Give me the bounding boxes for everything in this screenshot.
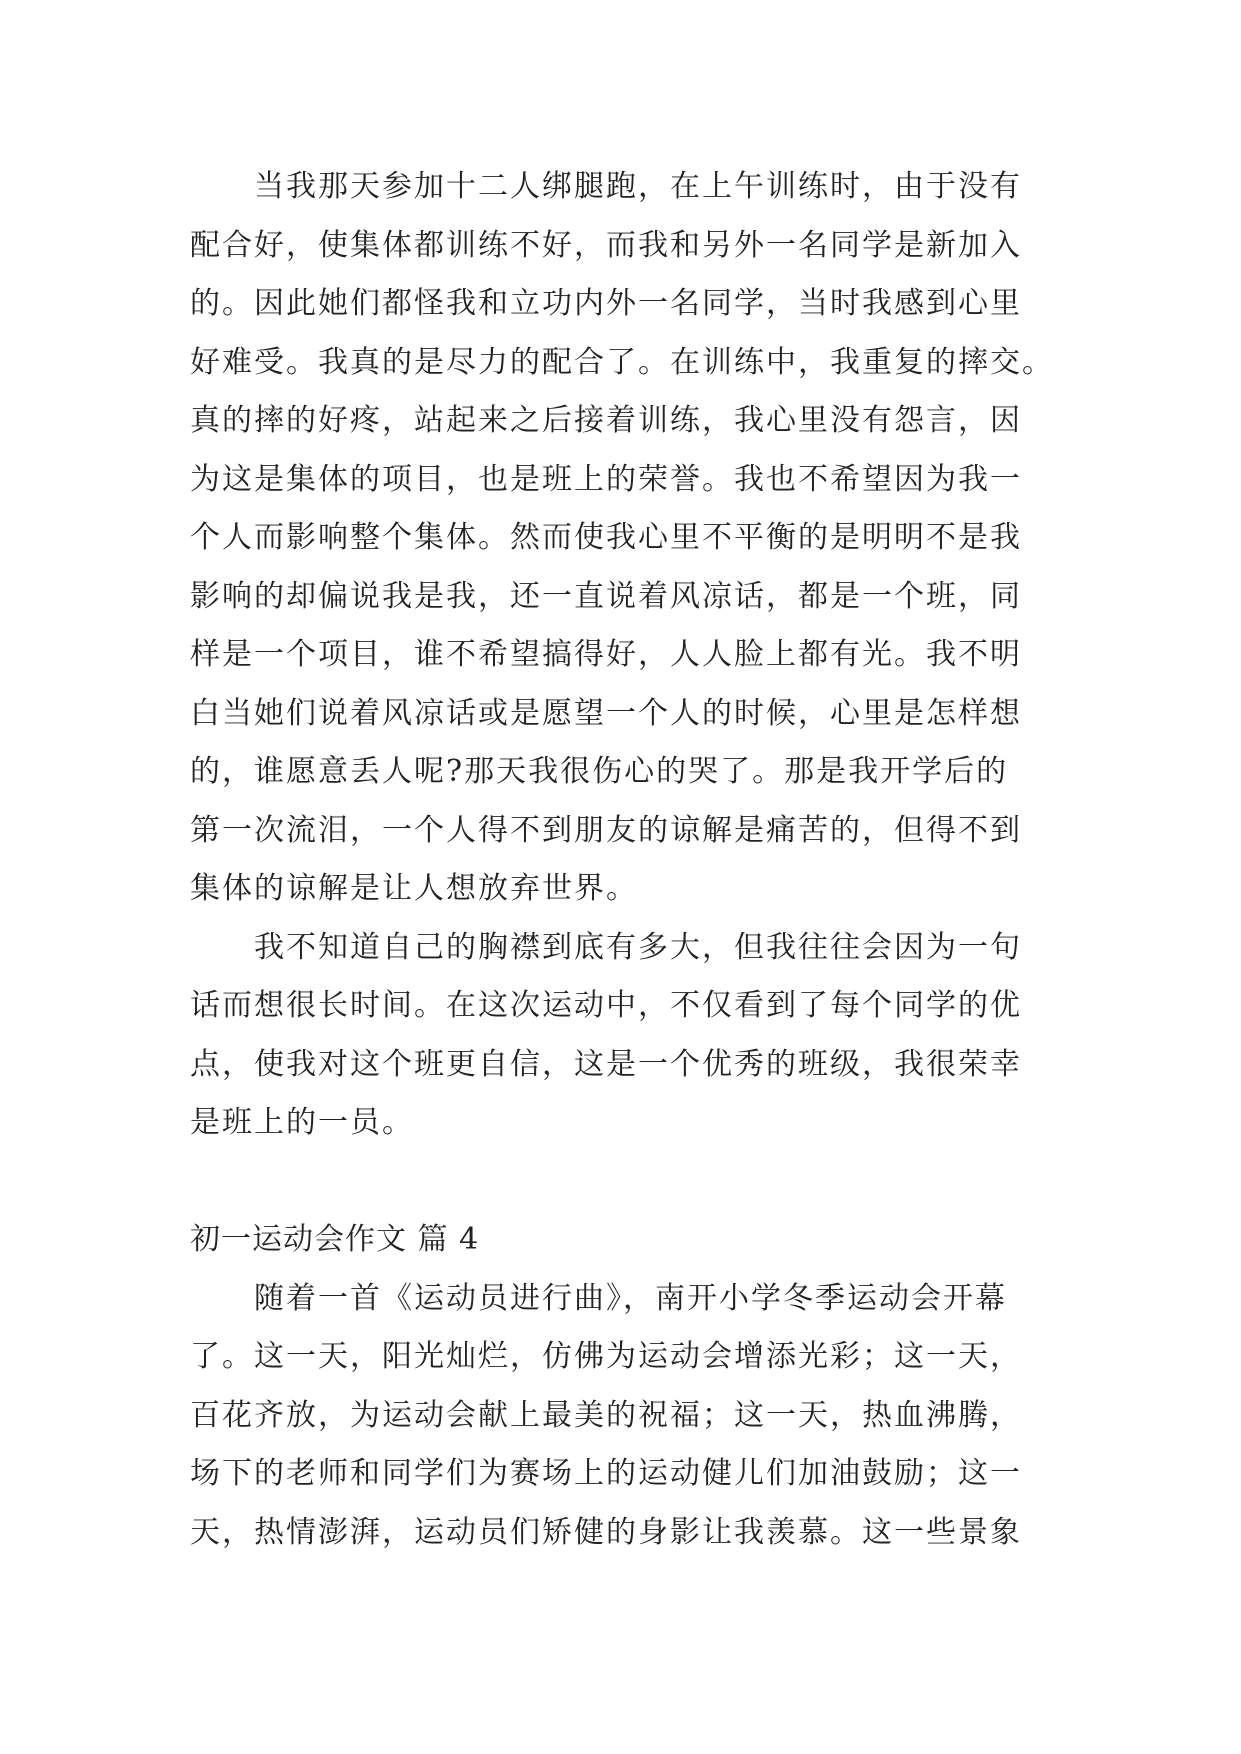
- text-line: 了。这一天，阳光灿烂，仿佛为运动会增添光彩；这一天，: [190, 1339, 1022, 1374]
- text-line: 的。因此她们都怪我和立功内外一名同学，当时我感到心里: [190, 286, 1022, 321]
- text-line: 真的摔的好疼，站起来之后接着训练，我心里没有怨言，因: [190, 403, 1022, 438]
- text-line: 配合好，使集体都训练不好，而我和另外一名同学是新加入: [190, 227, 1022, 263]
- text-line: 天，热情澎湃，运动员们矫健的身影让我羡慕。这一些景象: [190, 1514, 1022, 1550]
- text-line: 个人而影响整个集体。然而使我心里不平衡的是明明不是我: [190, 520, 1022, 555]
- paragraph-2: [190, 919, 1050, 1153]
- text-line: 随着一首《运动员进行曲》，南开小学冬季运动会开幕: [254, 1280, 1007, 1316]
- text-line: 第一次流泪，一个人得不到朋友的谅解是痛苦的，但得不到: [190, 812, 1022, 848]
- text-line: 当我那天参加十二人绑腿跑，在上午训练时，由于没有: [254, 169, 1022, 204]
- text-line: 为这是集体的项目，也是班上的荣誉。我也不希望因为我一: [190, 461, 1022, 497]
- text-line: 场下的老师和同学们为赛场上的运动健儿们加油鼓励；这一: [190, 1456, 1022, 1491]
- text-line: 是班上的一员。: [190, 1105, 414, 1140]
- text-line: 影响的却偏说我是我，还一直说着风凉话，都是一个班，同: [190, 578, 1022, 614]
- text-line: 集体的谅解是让人想放弃世界。: [190, 871, 638, 906]
- paragraph-1: [190, 158, 1054, 919]
- paragraph-spacer: [190, 1153, 1050, 1212]
- text-line: 白当她们说着风凉话或是愿望一个人的时候，心里是怎样想: [190, 695, 1022, 731]
- text-line: 好难受。我真的是尽力的配合了。在训练中，我重复的摔交。: [190, 344, 1054, 380]
- text-line: 话而想很长时间。在这次运动中，不仅看到了每个同学的优: [190, 988, 1022, 1023]
- text-line: 的，谁愿意丢人呢?那天我很伤心的哭了。那是我开学后的: [190, 754, 1009, 789]
- section-heading: 初一运动会作文 篇 4: [190, 1222, 480, 1257]
- text-line: 样是一个项目，谁不希望搞得好，人人脸上都有光。我不明: [190, 637, 1022, 672]
- text-line: 点，使我对这个班更自信，这是一个优秀的班级，我很荣幸: [190, 1046, 1022, 1082]
- paragraph-3: [190, 1270, 1050, 1563]
- text-line: 我不知道自己的胸襟到底有多大，但我往往会因为一句: [254, 929, 1022, 965]
- document-body: [190, 158, 1054, 1562]
- text-line: 百花齐放，为运动会献上最美的祝福；这一天，热血沸腾，: [190, 1397, 1022, 1433]
